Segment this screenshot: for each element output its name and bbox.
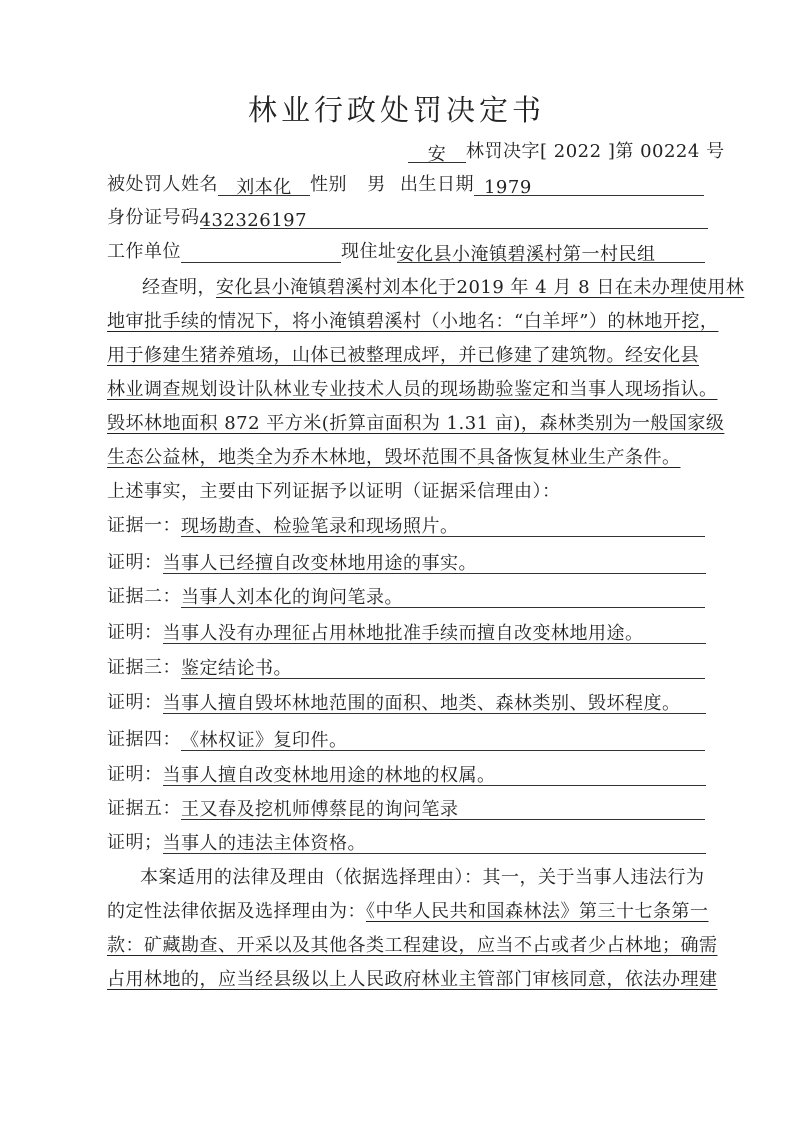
evidence-item: [107, 764, 706, 786]
facts-line-4: 林业调查规划设计队林业专业技术人员的现场勘验鉴定和当事人现场指认。: [107, 379, 718, 400]
facts-line-1: 经查明，安化县小淹镇碧溪村刘本化于2019 年 4 月 8 日在未办理使用林: [142, 277, 745, 298]
evidence-text: 当事人刘本化的询问笔录。: [181, 587, 705, 608]
law-line-3: 款：矿藏勘查、开采以及其他各类工程建设，应当不占或者少占林地；确需: [107, 935, 718, 956]
evidence-label: 证明：: [107, 552, 163, 573]
evidence-text: 当事人擅自改变林地用途的林地的权属。: [163, 765, 706, 786]
evidence-item: [107, 515, 705, 537]
evidence-text: 《林权证》复印件。: [181, 730, 705, 751]
evidence-label: 证据五：: [107, 798, 181, 819]
evidence-label: 证明：: [107, 764, 163, 785]
evidence-intro: 上述事实，主要由下列证据予以证明（证据采信理由）：: [107, 481, 561, 502]
evidence-item: [107, 692, 706, 714]
evidence-label: 证据一：: [107, 515, 181, 536]
evidence-label: 证明：: [107, 622, 163, 643]
person-line: 被处罚人姓名 刘本化 性别 男 出生日期 1979: [107, 174, 704, 196]
evidence-text: 当事人没有办理征占用林地批准手续而擅自改变林地用途。: [163, 623, 706, 644]
evidence-item: [107, 552, 706, 574]
address-value: 安化县小淹镇碧溪村第一村民组: [397, 244, 705, 263]
birth-value: 1979: [474, 177, 704, 196]
evidence-label: 证明：: [107, 692, 163, 713]
evidence-text: 当事人擅自毁坏林地范围的面积、地类、森林类别、毁坏程度。: [163, 693, 706, 714]
evidence-text: 当事人已经擅自改变林地用途的事实。: [163, 553, 706, 574]
facts-line-6: 生态公益林，地类全为乔木林地，毁坏范围不具备恢复林业生产条件。: [107, 447, 681, 468]
document-title: 林业行政处罚决定书: [247, 93, 545, 127]
name-value: 刘本化: [218, 177, 310, 196]
ref-prefix: 安: [408, 144, 466, 163]
evidence-label: 证据二：: [107, 586, 181, 607]
facts-line-5: 毁坏林地面积 872 平方米(折算亩面积为 1.31 亩)，森林类别为一般国家级: [107, 413, 725, 434]
id-line: 身份证号码432326197: [107, 207, 708, 229]
evidence-label: 证据三：: [107, 657, 181, 678]
evidence-text: 当事人的违法主体资格。: [163, 833, 706, 854]
evidence-text: 王又春及挖机师傅蔡昆的询问笔录: [181, 799, 705, 820]
law-line-1: 本案适用的法律及理由（依据选择理由）：其一，关于当事人违法行为: [140, 867, 705, 888]
evidence-label: 证据四：: [107, 729, 181, 750]
evidence-item: [107, 798, 705, 820]
evidence-item: [107, 729, 705, 751]
evidence-item: [107, 657, 705, 679]
evidence-text: 现场勘查、检验笔录和现场照片。: [181, 516, 705, 537]
id-value: 432326197: [200, 210, 708, 229]
facts-line-2: 地审批手续的情况下，将小淹镇碧溪村（小地名：“白羊坪”）的林地开挖，: [107, 311, 719, 332]
gender-value: 男: [367, 174, 386, 195]
work-value: [181, 244, 341, 263]
evidence-item: [107, 622, 706, 644]
reference-number: 安 林罚决字[ 2022 ]第 00224 号: [408, 141, 725, 163]
facts-line-3: 用于修建生猪养殖场，山体已被整理成坪，并已修建了建筑物。经安化县: [107, 345, 699, 366]
evidence-item: [107, 832, 706, 854]
law-line-2: 的定性法律依据及选择理由为：《中华人民共和国森林法》第三十七条第一: [107, 901, 709, 922]
law-line-4: 占用林地的，应当经县级以上人民政府林业主管部门审核同意，依法办理建: [107, 969, 718, 990]
evidence-text: 鉴定结论书。: [181, 658, 705, 679]
evidence-item: [107, 586, 705, 608]
evidence-label: 证明；: [107, 832, 163, 853]
work-address-line: 工作单位 现住址安化县小淹镇碧溪村第一村民组: [107, 241, 705, 263]
